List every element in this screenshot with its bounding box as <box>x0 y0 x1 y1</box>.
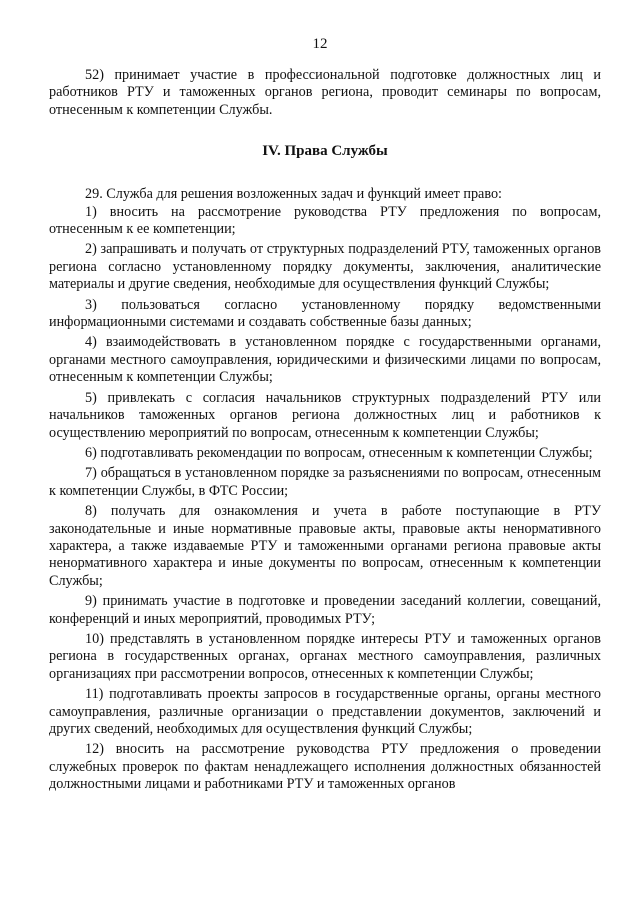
rights-item: 6) подготавливать рекомендации по вопросам, отнесенным к компетенции Службы; <box>85 444 593 461</box>
section-title: IV. Права Службы <box>262 143 388 160</box>
rights-item: 11) подготавливать проекты запросов в государственные органы, органы местного самоуправления, различные организации о представлении документов, заключений и других сведений, необходимых для осуществления функций Службы; <box>49 686 601 737</box>
rights-item: 3) пользоваться согласно установленному порядку ведомственными информационными системами и создавать собственные базы данных; <box>49 296 601 331</box>
rights-item: 7) обращаться в установленном порядке за разъяснениями по вопросам, отнесенным к компетенции Службы, в ФТС России; <box>49 465 601 499</box>
rights-item: 10) представлять в установленном порядке интересы РТУ и таможенных органов региона в государственных органах, органах местного самоуправления, различных организациях при рассмотрении вопросов, отнесенных к компетенции Службы; <box>49 630 601 682</box>
rights-item: 2) запрашивать и получать от структурных подразделений РТУ, таможенных органов региона согласно установленному порядку документы, заключения, аналитические материалы и другие сведения, необходимые для осуществления функций Службы; <box>49 241 601 293</box>
lead-paragraph: 29. Служба для решения возложенных задач и функций имеет право: <box>85 186 502 203</box>
intro-paragraph: 52) принимает участие в профессиональной подготовке должностных лиц и работников РТУ и таможенных органов региона, проводит семинары по вопросам, отнесенным к компетенции Службы. <box>49 67 601 118</box>
rights-item: 9) принимать участие в подготовке и проведении заседаний коллегии, совещаний, конференций и иных мероприятий, проводимых РТУ; <box>49 593 601 627</box>
rights-item: 8) получать для ознакомления и учета в работе поступающие в РТУ законодательные и иные нормативные правовые акты, правовые акты ненормативного характера, а также издаваемые РТУ и таможенными органами региона правовые акты ненормативного характера и иные документы по вопросам, отнесенным к компетенции Службы; <box>49 503 601 589</box>
rights-item: 12) вносить на рассмотрение руководства РТУ предложения о проведении служебных проверок по фактам ненадлежащего исполнения должностных обязанностей должностными лицами и работниками РТУ и таможенных органов <box>49 741 601 793</box>
rights-item: 5) привлекать с согласия начальников структурных подразделений РТУ или начальников таможенных органов региона должностных лиц и работников к осуществлению мероприятий по вопросам, отнесенным к компетенции Службы; <box>49 389 601 441</box>
rights-item: 4) взаимодействовать в установленном порядке с государственными органами, органами местного самоуправления, юридическими и физическими лицами по вопросам, отнесенным к компетенции Службы; <box>49 334 601 386</box>
rights-item: 1) вносить на рассмотрение руководства РТУ предложения по вопросам, отнесенным к ее компетенции; <box>49 203 601 238</box>
document-body <box>49 67 601 794</box>
page-number: 12 <box>312 36 328 52</box>
